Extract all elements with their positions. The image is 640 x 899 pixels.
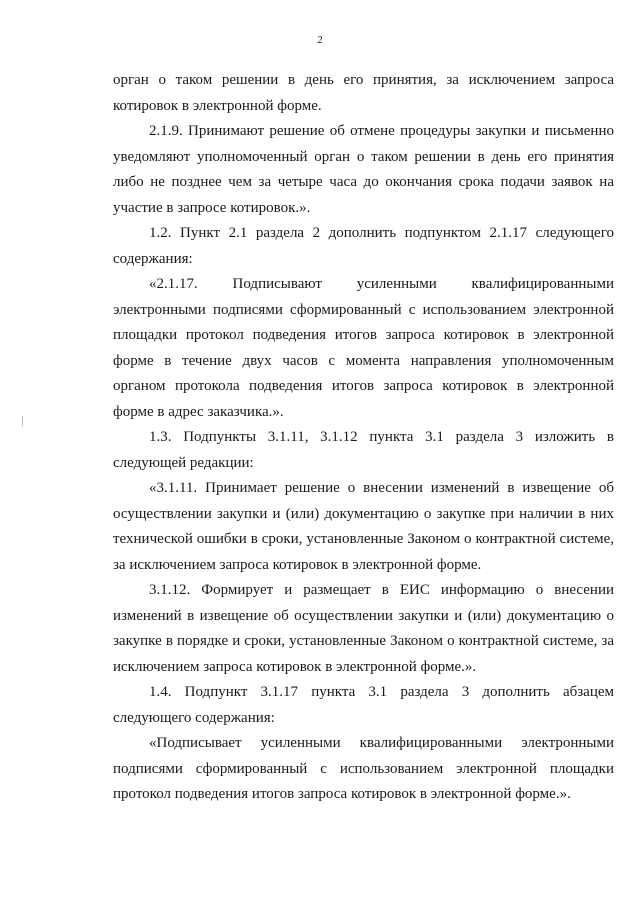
paragraph-1-3: 1.3. Подпункты 3.1.11, 3.1.12 пункта 3.1 раздела 3 изложить в следующей редакции:: [113, 429, 614, 471]
paragraph-1-4: 1.4. Подпункт 3.1.17 пункта 3.1 раздела 3 дополнить абзацем следующего содержания:: [113, 684, 614, 726]
margin-mark: [22, 416, 23, 426]
paragraph-1-2: 1.2. Пункт 2.1 раздела 2 дополнить подпунктом 2.1.17 следующего содержания:: [113, 225, 614, 267]
paragraph-quote-signature: «Подписывает усиленными квалифицированными электронными подписями сформированный с использованием электронной площадки протокол подведения итогов запроса котировок в электронной форме.».: [113, 735, 614, 802]
paragraph-3-1-11: «3.1.11. Принимает решение о внесении изменений в извещение об осуществлении закупки и (или) документацию о закупке при наличии в них технической ошибки в сроки, установленные Законом о контрактной системе, за исключением запроса котировок в электронной форме.: [113, 480, 614, 573]
paragraph-2-1-17: «2.1.17. Подписывают усиленными квалифицированными электронными подписями сформированный с использованием электронной площадки протокол подведения итогов запроса котировок в электронной форме в течение двух часов с момента направления уполномоченным органом протокола подведения итогов запроса котировок в электронной форме в адрес заказчика.».: [113, 276, 614, 420]
paragraph-2-1-9: 2.1.9. Принимают решение об отмене процедуры закупки и письменно уведомляют уполномоченный орган о таком решении в день его принятия либо не позднее чем за четыре часа до окончания срока подачи заявок на участие в запросе котировок.».: [113, 123, 614, 216]
paragraph-continuation: орган о таком решении в день его принятия, за исключением запроса котировок в электронной форме.: [113, 72, 614, 114]
paragraph-3-1-12: 3.1.12. Формирует и размещает в ЕИС информацию о внесении изменений в извещение об осуществлении закупки и (или) документацию о закупке в порядке и сроки, установленные Законом о контрактной системе, за исключением запроса котировок в электронной форме.».: [113, 582, 614, 675]
page-number: 2: [317, 34, 323, 46]
document-body: [113, 68, 614, 808]
